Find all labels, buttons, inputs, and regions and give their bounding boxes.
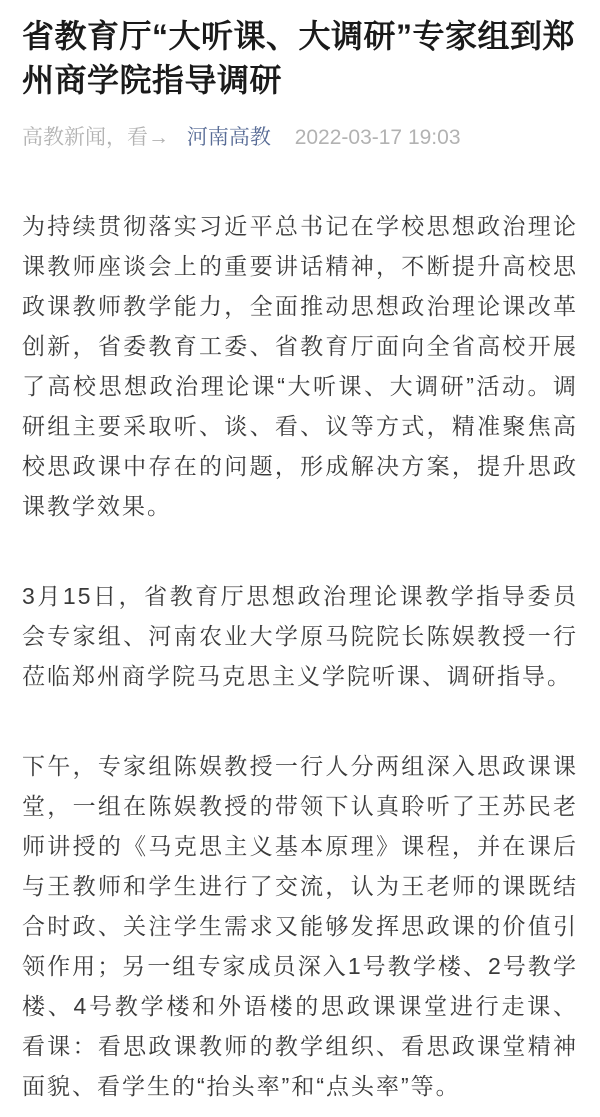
meta-description: 高教新闻，看→ <box>22 126 169 149</box>
article-content <box>22 206 578 1106</box>
account-link[interactable]: 河南高教 <box>186 126 271 149</box>
article-meta <box>22 124 578 152</box>
article-title: 省教育厅“大听课、大调研”专家组到郑州商学院指导调研 <box>22 18 576 98</box>
paragraph: 为持续贯彻落实习近平总书记在学校思想政治理论课教师座谈会上的重要讲话精神，不断提升高校思政课教师教学能力，全面推动思想政治理论课改革创新，省委教育工委、省教育厅面向全省高校开展了高校思想政治理论课“大听课、大调研”活动。调研组主要采取听、谈、看、议等方式，精准聚焦高校思政课中存在的问题，形成解决方案，提升思政课教学效果。 <box>22 213 578 519</box>
publish-datetime: 2022-03-17 19:03 <box>294 126 461 149</box>
paragraph: 3月15日，省教育厅思想政治理论课教学指导委员会专家组、河南农业大学原马院院长陈娱教授一行莅临郑州商学院马克思主义学院听课、调研指导。 <box>22 583 578 689</box>
paragraph: 下午，专家组陈娱教授一行人分两组深入思政课课堂，一组在陈娱教授的带领下认真聆听了王苏民老师讲授的《马克思主义基本原理》课程，并在课后与王教师和学生进行了交流，认为王老师的课既结合时政、关注学生需求又能够发挥思政课的价值引领作用；另一组专家成员深入1号教学楼、2号教学楼、4号教学楼和外语楼的思政课课堂进行走课、看课：看思政课教师的教学组织、看思政课堂精神面貌、看学生的“抬头率”和“点头率”等。 <box>22 753 578 1099</box>
